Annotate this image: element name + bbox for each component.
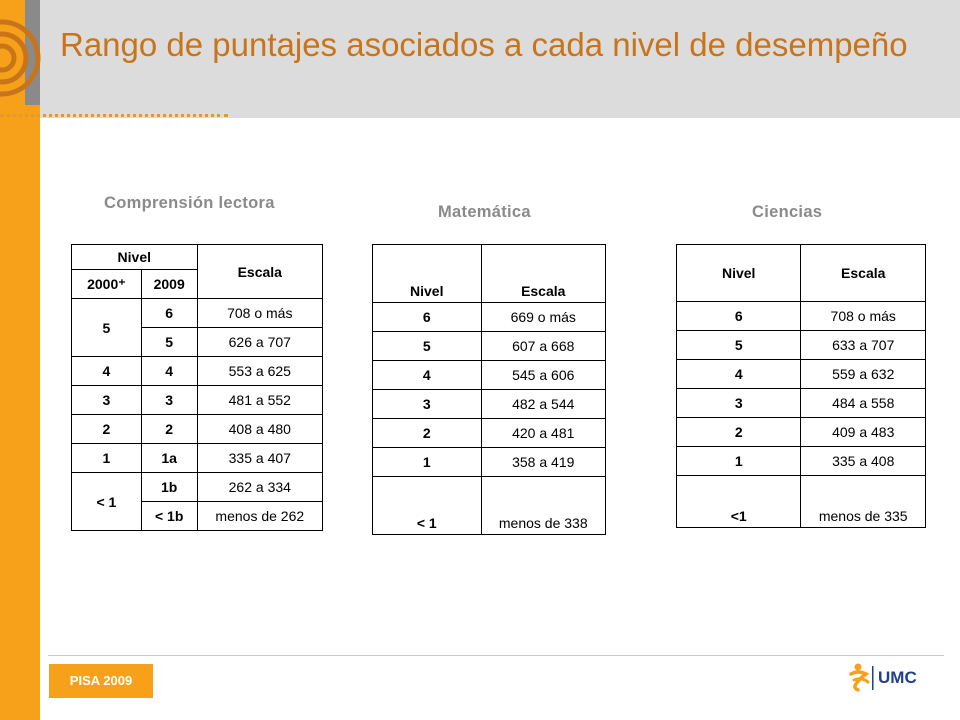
table-row	[677, 418, 926, 447]
table-row	[373, 245, 606, 303]
table-row	[373, 477, 606, 535]
scale-range: 708 o más	[197, 299, 322, 328]
table-row	[677, 331, 926, 360]
scale-range: 481 a 552	[197, 386, 322, 415]
group-level: < 1	[72, 473, 142, 531]
scale-range: 335 a 408	[801, 447, 926, 476]
table-row	[677, 302, 926, 331]
science-section-title: Ciencias	[752, 203, 823, 221]
table-row	[72, 299, 323, 328]
level: <1	[677, 476, 801, 528]
scale-range: 633 a 707	[801, 331, 926, 360]
level: 2	[373, 419, 482, 448]
level-2009: 3	[141, 386, 197, 415]
table-row	[373, 361, 606, 390]
level-2009: 5	[141, 328, 197, 357]
level-2009: 6	[141, 299, 197, 328]
table-row	[373, 303, 606, 332]
level-2000: 2	[72, 415, 142, 444]
level-2000: 3	[72, 386, 142, 415]
scale-range: 420 a 481	[481, 419, 605, 448]
level: 3	[373, 390, 482, 419]
header-nivel: Nivel	[677, 245, 801, 302]
table-row	[677, 245, 926, 302]
level-2000: 4	[72, 357, 142, 386]
title-dotted-rule	[0, 114, 228, 123]
table-row	[373, 332, 606, 361]
pisa-badge: PISA 2009	[49, 664, 153, 698]
table-row	[72, 444, 323, 473]
scale-range: 358 a 419	[481, 448, 605, 477]
slide-title: Rango de puntajes asociados a cada nivel de desempeño	[60, 26, 908, 63]
left-accent-bar	[0, 0, 40, 720]
level-2009: 2	[141, 415, 197, 444]
level: 6	[373, 303, 482, 332]
level: 4	[677, 360, 801, 389]
scale-range: 669 o más	[481, 303, 605, 332]
scale-range: 335 a 407	[197, 444, 322, 473]
table-row	[677, 476, 926, 528]
level-2009: 1a	[141, 444, 197, 473]
table-row	[72, 386, 323, 415]
level: 3	[677, 389, 801, 418]
reading-section-title: Comprensión lectora	[104, 194, 275, 212]
table-row	[373, 390, 606, 419]
umc-logo-text: UMC	[878, 668, 917, 687]
scale-range: 553 a 625	[197, 357, 322, 386]
table-row	[373, 448, 606, 477]
table-row	[373, 419, 606, 448]
header-escala: Escala	[481, 245, 605, 303]
scale-range: 262 a 334	[197, 473, 322, 502]
level: 5	[373, 332, 482, 361]
level: 1	[373, 448, 482, 477]
table-row	[677, 360, 926, 389]
scale-range: menos de 262	[197, 502, 322, 531]
level: 2	[677, 418, 801, 447]
math-section-title: Matemática	[438, 203, 531, 221]
header-2000: 2000⁺	[72, 270, 142, 299]
scale-range: menos de 335	[801, 476, 926, 528]
math-table	[372, 244, 606, 535]
level-2009: 1b	[141, 473, 197, 502]
scale-range: 545 a 606	[481, 361, 605, 390]
table-row	[677, 447, 926, 476]
header-2009: 2009	[141, 270, 197, 299]
table-row	[72, 357, 323, 386]
level-2000: 1	[72, 444, 142, 473]
level: < 1	[373, 477, 482, 535]
level: 4	[373, 361, 482, 390]
header-escala: Escala	[197, 245, 322, 299]
scale-range: menos de 338	[481, 477, 605, 535]
scale-range: 408 a 480	[197, 415, 322, 444]
level-2009: < 1b	[141, 502, 197, 531]
level-2009: 4	[141, 357, 197, 386]
footer-divider	[48, 655, 944, 656]
table-row	[72, 415, 323, 444]
level: 1	[677, 447, 801, 476]
scale-range: 708 o más	[801, 302, 926, 331]
scale-range: 626 a 707	[197, 328, 322, 357]
table-row	[72, 473, 323, 502]
scale-range: 559 a 632	[801, 360, 926, 389]
scale-range: 484 a 558	[801, 389, 926, 418]
scale-range: 607 a 668	[481, 332, 605, 361]
header-nivel: Nivel	[72, 245, 198, 270]
scale-range: 409 a 483	[801, 418, 926, 447]
level: 6	[677, 302, 801, 331]
table-row	[72, 245, 323, 270]
reading-table	[71, 244, 323, 531]
header-nivel: Nivel	[373, 245, 482, 303]
header-escala: Escala	[801, 245, 926, 302]
science-table	[676, 244, 926, 528]
table-row	[677, 389, 926, 418]
scale-range: 482 a 544	[481, 390, 605, 419]
group-level: 5	[72, 299, 142, 357]
spiral-logo-icon	[0, 8, 52, 108]
level: 5	[677, 331, 801, 360]
